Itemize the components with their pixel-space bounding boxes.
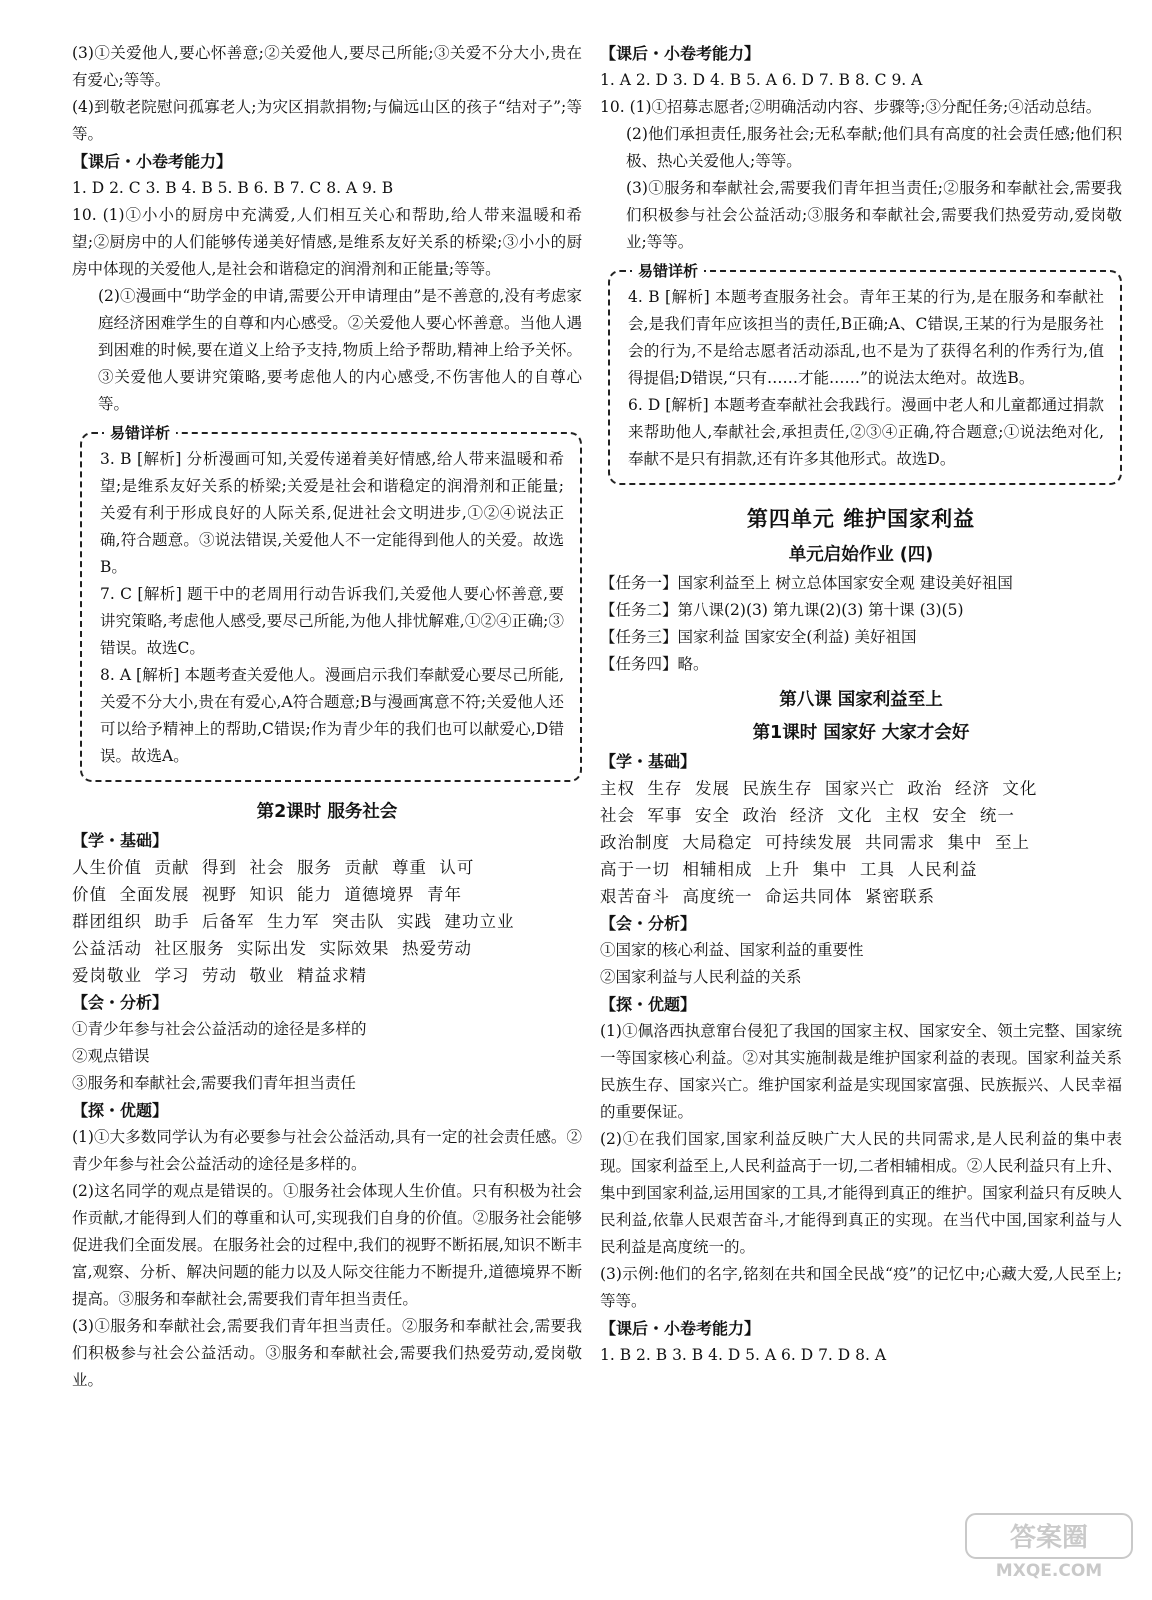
section-heading: 【课后・小卷考能力】 <box>600 1319 761 1338</box>
answer-key: 1. A 2. D 3. D 4. B 5. A 6. D 7. B 8. C 9. A <box>600 71 923 89</box>
word-line: 价值 全面发展 视野 知识 能力 道德境界 青年 <box>72 885 462 904</box>
text-line: ①青少年参与社会公益活动的途径是多样的 <box>72 1020 367 1038</box>
word-line: 政治制度 大局稳定 可持续发展 共同需求 集中 至上 <box>600 833 1030 852</box>
text-paragraph: (3)示例:他们的名字,铭刻在共和国全民战“疫”的记忆中;心藏大爱,人民至上;等等。 <box>600 1265 1122 1310</box>
word-line: 主权 生存 发展 民族生存 国家兴亡 政治 经济 文化 <box>600 779 1038 798</box>
answer-key: 1. B 2. B 3. B 4. D 5. A 6. D 7. D 8. A <box>600 1346 887 1364</box>
text-line: (4)到敬老院慰问孤寡老人;为灾区捐款捐物;与偏远山区的孩子“结对子”;等等。 <box>72 98 582 143</box>
section-heading: 【会・分析】 <box>600 914 697 933</box>
task-line: 【任务三】国家利益 国家安全(利益) 美好祖国 <box>600 628 917 646</box>
section-heading: 【学・基础】 <box>72 831 169 850</box>
word-line: 社会 军事 安全 政治 经济 文化 主权 安全 统一 <box>600 806 1015 825</box>
section-heading: 【学・基础】 <box>600 752 697 771</box>
text-paragraph: (2)这名同学的观点是错误的。①服务社会体现人生价值。只有积极为社会作贡献,才能得到人们的尊重和认可,实现我们自身的价值。②服务社会能够促进我们全面发展。在服务社会的过程中,我们的视野不断拓展,知识不断丰富,观察、分析、解决问题的能力以及人际交往能力不断提升,道德境界不断提高。③服务和奉献社会,需要我们青年担当责任。 <box>72 1182 582 1308</box>
box-title: 易错详析 <box>632 260 704 281</box>
word-line: 公益活动 社区服务 实际出发 实际效果 热爱劳动 <box>72 939 472 958</box>
text-paragraph: (1)①佩洛西执意窜台侵犯了我国的国家主权、国家安全、领土完整、国家统一等国家核心利益。②对其实施制裁是维护国家利益的表现。国家利益关系民族生存、国家兴亡。维护国家利益是实现国家富强、民族振兴、人民幸福的重要保证。 <box>600 1022 1122 1121</box>
text-paragraph: (1)①大多数同学认为有必要参与社会公益活动,具有一定的社会责任感。②青少年参与社会公益活动的途径是多样的。 <box>72 1128 582 1173</box>
word-line: 高于一切 相辅相成 上升 集中 工具 人民利益 <box>600 860 978 879</box>
section-heading: 【课后・小卷考能力】 <box>72 152 233 171</box>
section-heading: 【课后・小卷考能力】 <box>600 44 761 63</box>
analysis-item: 7. C [解析] 题干中的老周用行动告诉我们,关爱他人要心怀善意,要讲究策略,考虑他人感受,要尽己所能,为他人排忧解难,①②④正确;③错误。故选C。 <box>100 585 564 657</box>
box-title: 易错详析 <box>104 422 176 443</box>
word-line: 艰苦奋斗 高度统一 命运共同体 紧密联系 <box>600 887 935 906</box>
section-heading: 【探・优题】 <box>72 1101 169 1120</box>
task-line: 【任务一】国家利益至上 树立总体国家安全观 建设美好祖国 <box>600 574 1013 592</box>
section-heading: 【会・分析】 <box>72 993 169 1012</box>
analysis-item: 8. A [解析] 本题考查关爱他人。漫画启示我们奉献爱心要尽己所能,关爱不分大小,贵在有爱心,A符合题意;B与漫画寓意不符;关爱他人还可以给予精神上的帮助,C错误;作为青少年的我们也可以献爱心,D错误。故选A。 <box>100 666 564 765</box>
analysis-item: 3. B [解析] 分析漫画可知,关爱传递着美好情感,给人带来温暖和希望;是维系友好关系的桥梁;关爱是社会和谐稳定的润滑剂和正能量;关爱有利于形成良好的人际关系,促进社会文明进步,①②④说法正确,符合题意。③说法错误,关爱他人不一定能得到他人的关爱。故选B。 <box>100 450 564 576</box>
text-paragraph: (3)①服务和奉献社会,需要我们青年担当责任。②服务和奉献社会,需要我们积极参与社会公益活动。③服务和奉献社会,需要我们热爱劳动,爱岗敬业。 <box>72 1317 582 1389</box>
analysis-item: 4. B [解析] 本题考查服务社会。青年王某的行为,是在服务和奉献社会,是我们青年应该担当的责任,B正确;A、C错误,王某的行为是服务社会的行为,不是给志愿者活动添乱,也不是为了获得名利的作秀行为,值得提倡;D错误,“只有……才能……”的说法太绝对。故选B。 <box>628 288 1104 387</box>
word-line: 爱岗敬业 学习 劳动 敬业 精益求精 <box>72 966 367 985</box>
left-column <box>72 40 582 1394</box>
question-10-part-2: (2)①漫画中“助学金的申请,需要公开申请理由”是不善意的,没有考虑家庭经济困难学生的自尊和内心感受。②关爱他人要心怀善意。当他人遇到困难的时候,要在道义上给予支持,物质上给予帮助,精神上给予关怀。③关爱他人要讲究策略,要考虑他人的内心感受,不伤害他人的自尊心等。 <box>98 287 582 413</box>
lesson-subtitle: 第1课时 国家好 大家才会好 <box>752 723 970 743</box>
question-10-part-1: 10. (1)①小小的厨房中充满爱,人们相互关心和帮助,给人带来温暖和希望;②厨房中的人们能够传递美好情感,是维系友好关系的桥梁;③小小的厨房中体现的关爱他人,是社会和谐稳定的润滑剂和正能量;等等。 <box>72 206 582 278</box>
text-line: (3)①关爱他人,要心怀善意;②关爱他人,要尽己所能;③关爱不分大小,贵在有爱心;等等。 <box>72 44 582 89</box>
question-10-part-2: (2)他们承担责任,服务社会;无私奉献;他们具有高度的社会责任感;他们积极、热心关爱他人;等等。 <box>626 125 1122 170</box>
error-analysis-box <box>608 262 1122 485</box>
unit-start-title: 单元启始作业 (四) <box>788 545 934 565</box>
text-line: ②观点错误 <box>72 1047 150 1065</box>
analysis-item: 6. D [解析] 本题考查奉献社会我践行。漫画中老人和儿童都通过捐款来帮助他人,奉献社会,承担责任,②③④正确,符合题意;①说法绝对化,奉献不是只有捐款,还有许多其他形式。故选D。 <box>628 396 1104 468</box>
lesson-title: 第八课 国家利益至上 <box>779 690 943 710</box>
answer-key: 1. D 2. C 3. B 4. B 5. B 6. B 7. C 8. A 9. B <box>72 179 394 197</box>
section-heading: 【探・优题】 <box>600 995 697 1014</box>
question-10-part-1: 10. (1)①招募志愿者;②明确活动内容、步骤等;③分配任务;④活动总结。 <box>600 98 1102 116</box>
question-10-part-3: (3)①服务和奉献社会,需要我们青年担当责任;②服务和奉献社会,需要我们积极参与社会公益活动;③服务和奉献社会,需要我们热爱劳动,爱岗敬业;等等。 <box>626 179 1122 251</box>
text-paragraph: (2)①在我们国家,国家利益反映广大人民的共同需求,是人民利益的集中表现。国家利益至上,人民利益高于一切,二者相辅相成。②人民利益只有上升、集中到国家利益,运用国家的工具,才能得到真正的维护。国家利益只有反映人民利益,依靠人民艰苦奋斗,才能得到真正的实现。在当代中国,国家利益与人民利益是高度统一的。 <box>600 1130 1122 1256</box>
right-column <box>600 40 1122 1369</box>
text-line: ②国家利益与人民利益的关系 <box>600 968 802 986</box>
watermark-text-bottom: MXQE.COM <box>995 1561 1103 1581</box>
task-line: 【任务二】第八课(2)(3) 第九课(2)(3) 第十课 (3)(5) <box>600 601 964 619</box>
error-analysis-box <box>80 424 582 782</box>
text-line: ③服务和奉献社会,需要我们青年担当责任 <box>72 1074 356 1092</box>
task-line: 【任务四】略。 <box>600 655 709 673</box>
lesson-title: 第2课时 服务社会 <box>256 802 398 822</box>
unit-title: 第四单元 维护国家利益 <box>746 507 976 531</box>
text-line: ①国家的核心利益、国家利益的重要性 <box>600 941 864 959</box>
watermark-text-top: 答案圈 <box>1009 1523 1089 1553</box>
word-line: 群团组织 助手 后备军 生力军 突击队 实践 建功立业 <box>72 912 515 931</box>
watermark-logo <box>964 1512 1134 1582</box>
word-line: 人生价值 贡献 得到 社会 服务 贡献 尊重 认可 <box>72 858 475 877</box>
